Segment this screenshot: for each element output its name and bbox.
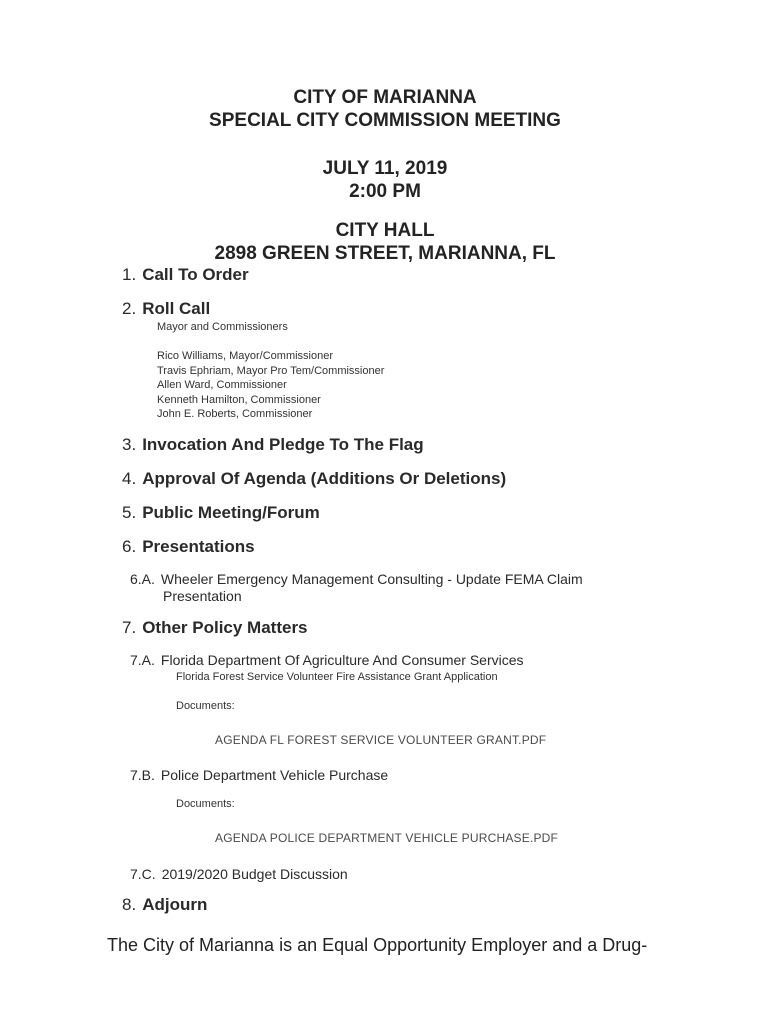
- subitem-number: 7.C.: [130, 866, 156, 882]
- meeting-title: SPECIAL CITY COMMISSION MEETING: [209, 110, 561, 131]
- subitem-number: 7.A.: [130, 652, 155, 668]
- document-link-vehicle-purchase[interactable]: AGENDA POLICE DEPARTMENT VEHICLE PURCHASE.PDF: [215, 831, 559, 845]
- meeting-header: [0, 86, 770, 132]
- agenda-item-other-policy: [122, 618, 308, 638]
- item-number: 2.: [122, 299, 137, 318]
- equal-opportunity-statement: The City of Marianna is an Equal Opportunity Employer and a Drug-: [107, 935, 648, 955]
- item-number: 4.: [122, 469, 137, 488]
- item-title: Call To Order: [142, 265, 249, 284]
- roll-call-group-label: Mayor and Commissioners: [157, 321, 288, 333]
- document-link-forest-grant[interactable]: AGENDA FL FOREST SERVICE VOLUNTEER GRANT.PDF: [215, 733, 547, 747]
- item-number: 5.: [122, 503, 137, 522]
- city-name: CITY OF MARIANNA: [293, 87, 477, 108]
- item-title: Roll Call: [142, 299, 211, 318]
- item-title: Invocation And Pledge To The Flag: [142, 435, 424, 454]
- member-name: Allen Ward, Commissioner: [157, 379, 287, 391]
- agenda-item-public-forum: [122, 503, 320, 523]
- item-title: Approval Of Agenda (Additions Or Deletions): [142, 469, 507, 488]
- item-title: Other Policy Matters: [142, 618, 308, 637]
- agenda-item-presentations: [122, 537, 255, 557]
- item-number: 7.: [122, 618, 137, 637]
- item-number: 8.: [122, 895, 137, 914]
- item-number: 6.: [122, 537, 137, 556]
- agenda-item-adjourn: [122, 895, 207, 915]
- subitem-number: 7.B.: [130, 767, 155, 783]
- location-name: CITY HALL: [335, 220, 435, 241]
- agenda-item-approval: [122, 469, 506, 489]
- meeting-datetime: [0, 157, 770, 203]
- agenda-subitem-7a: [130, 652, 524, 669]
- member-name: Kenneth Hamilton, Commissioner: [157, 393, 321, 406]
- item-title: Adjourn: [142, 895, 208, 914]
- agenda-item-call-to-order: [122, 265, 249, 285]
- agenda-item-invocation: [122, 435, 424, 455]
- subitem-number: 6.A.: [130, 571, 155, 587]
- meeting-time: 2:00 PM: [349, 181, 421, 202]
- location-address: 2898 GREEN STREET, MARIANNA, FL: [214, 243, 556, 264]
- member-name: Travis Ephriam, Mayor Pro Tem/Commissioner: [157, 364, 385, 377]
- roll-call-members: [157, 349, 384, 422]
- subitem-title: 2019/2020 Budget Discussion: [161, 866, 348, 882]
- subitem-title: Police Department Vehicle Purchase: [160, 767, 389, 783]
- item-number: 3.: [122, 435, 137, 454]
- subitem-7a-description: Florida Forest Service Volunteer Fire Assistance Grant Application: [176, 671, 498, 683]
- agenda-subitem-7c: [130, 866, 348, 883]
- meeting-date: JULY 11, 2019: [322, 158, 448, 179]
- subitem-title: Florida Department Of Agriculture And Consumer Services: [160, 652, 524, 668]
- item-title: Public Meeting/Forum: [142, 503, 320, 522]
- subitem-title: Wheeler Emergency Management Consulting - Update FEMA Claim: [160, 571, 583, 587]
- item-number: 1.: [122, 265, 137, 284]
- documents-label: Documents:: [176, 798, 235, 810]
- agenda-subitem-7b: [130, 767, 388, 784]
- documents-label: Documents:: [176, 700, 235, 712]
- agenda-item-roll-call: [122, 299, 210, 319]
- member-name: John E. Roberts, Commissioner: [157, 408, 313, 420]
- agenda-subitem-6a: [130, 571, 583, 588]
- member-name: Rico Williams, Mayor/Commissioner: [157, 350, 334, 362]
- item-title: Presentations: [142, 537, 255, 556]
- meeting-location: [0, 219, 770, 265]
- agenda-subitem-6a-cont: Presentation: [163, 588, 242, 604]
